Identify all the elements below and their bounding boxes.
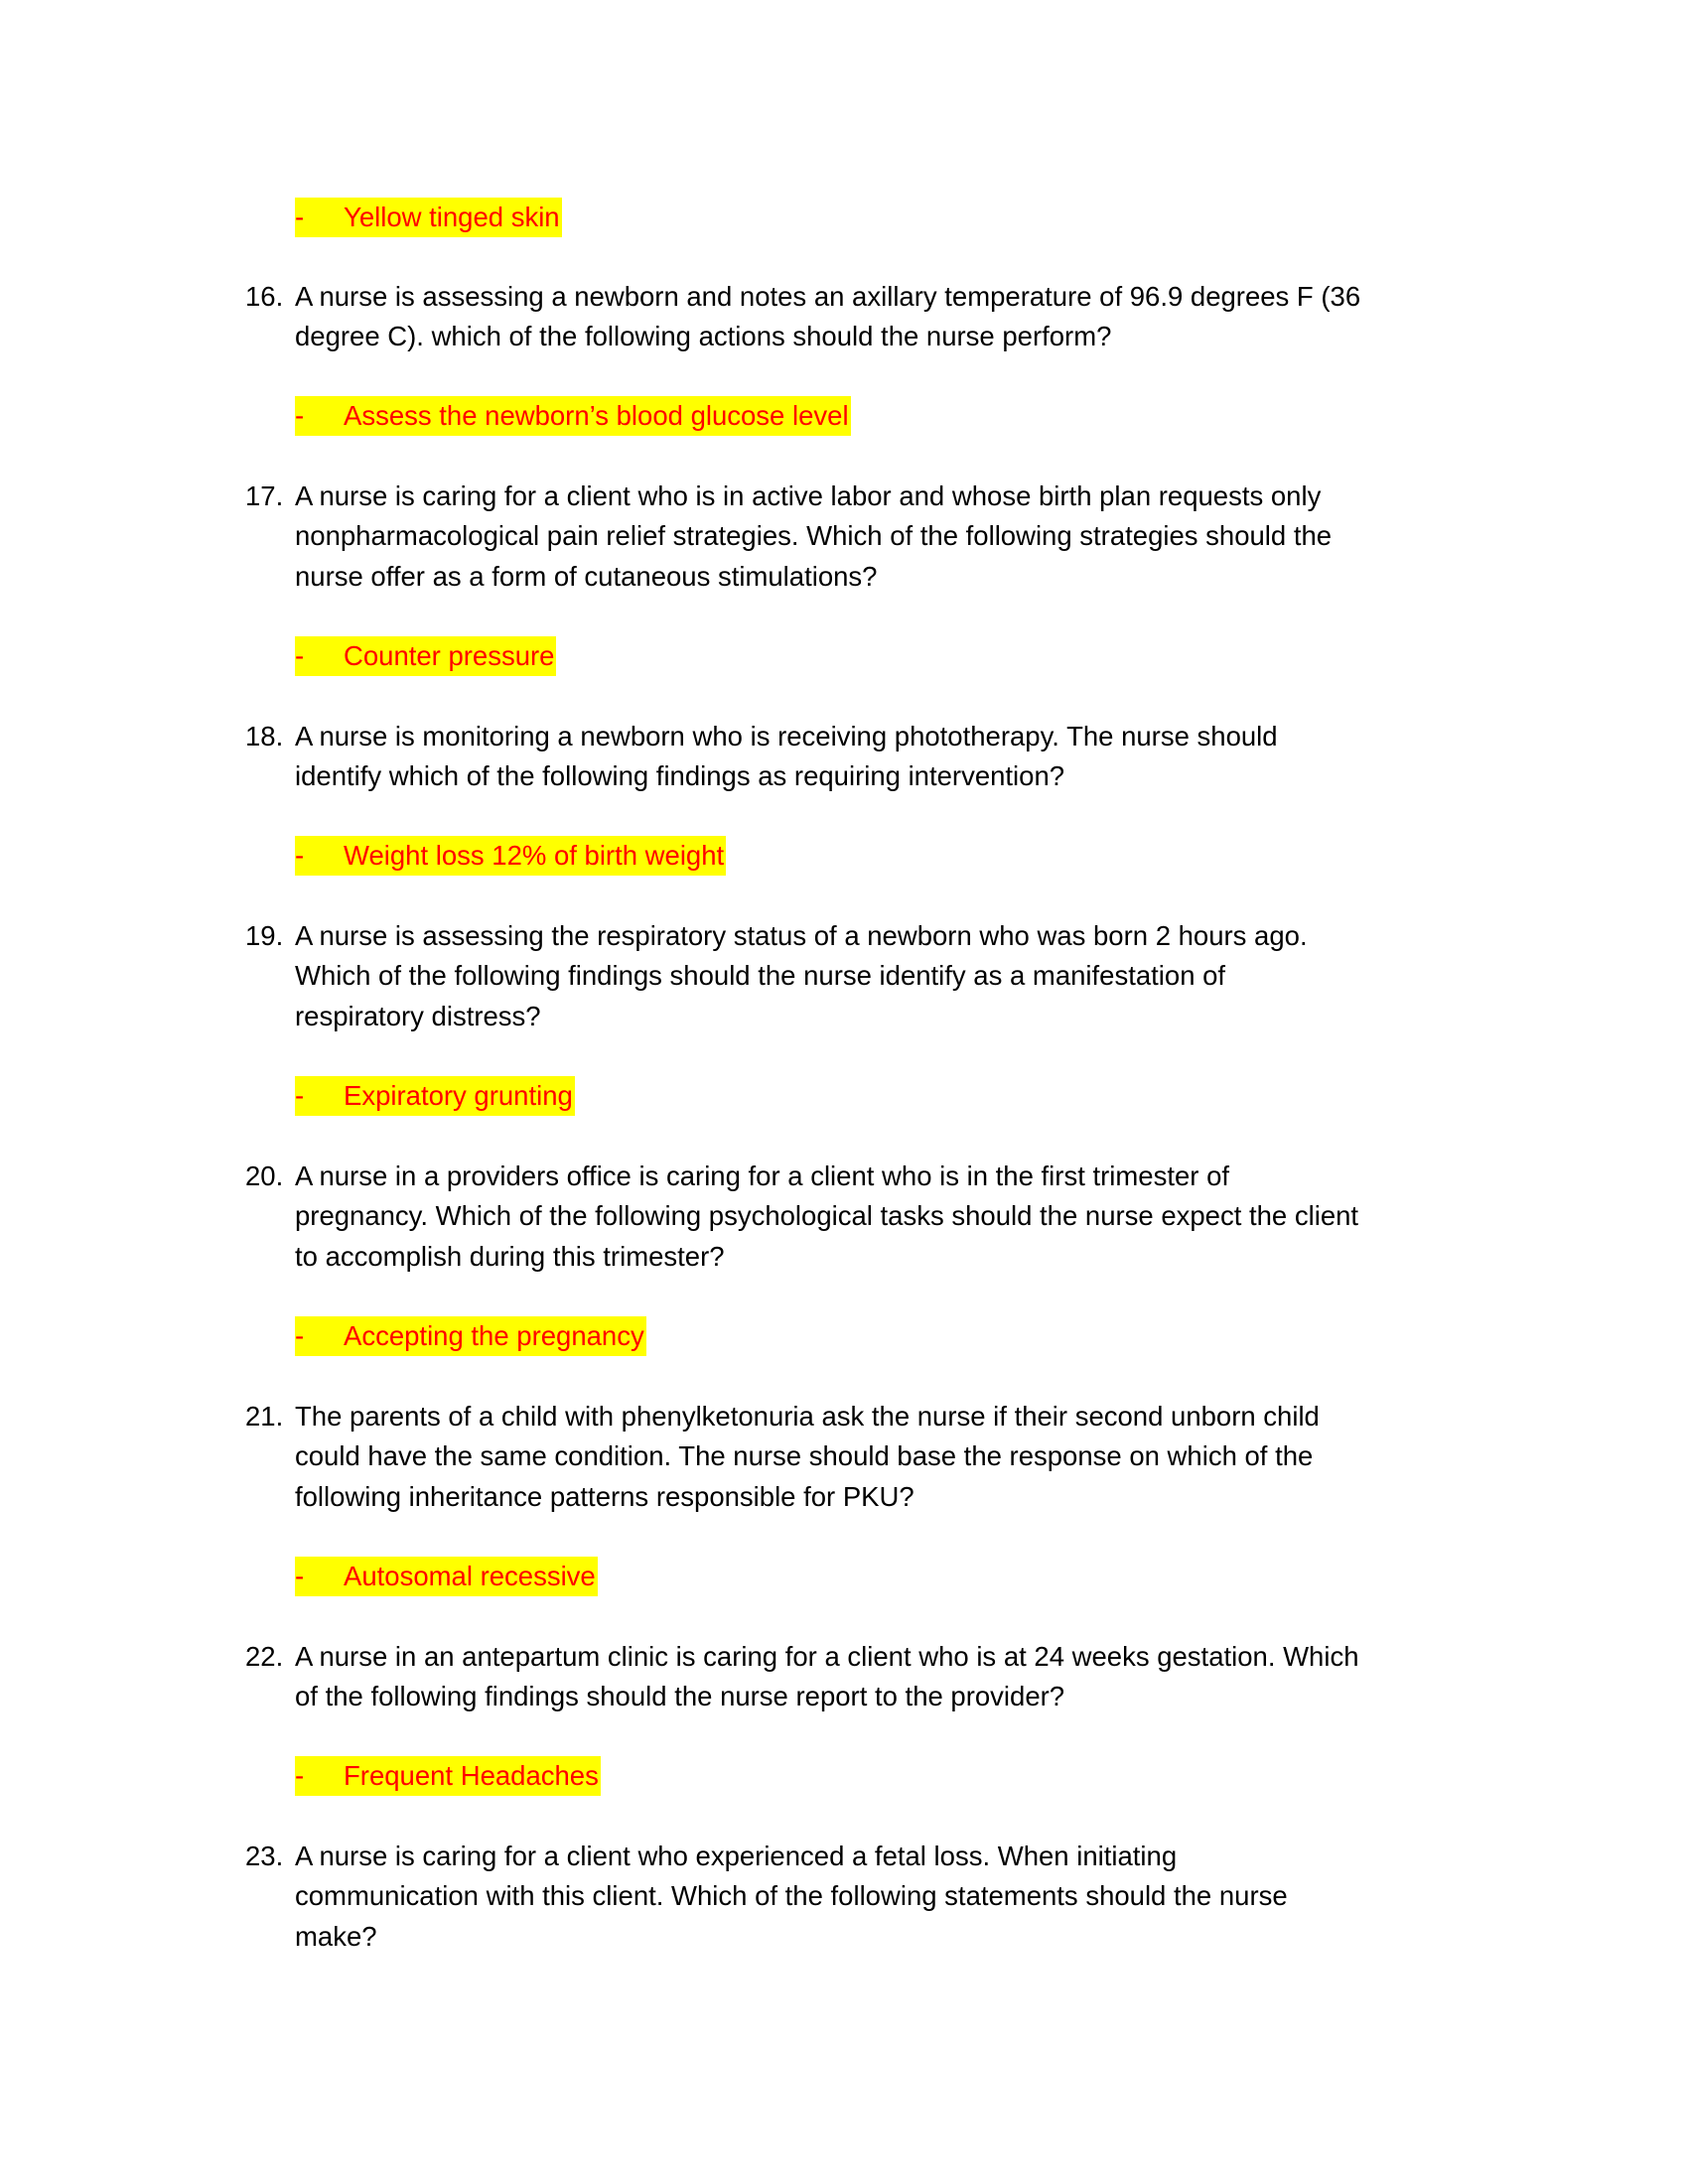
answer-text: Frequent Headaches: [344, 1760, 599, 1791]
question-text-line: Which of the following findings should the nurse identify as a manifestation of: [295, 960, 1226, 992]
answer-text: Expiratory grunting: [344, 1080, 573, 1111]
question-text-line: A nurse in an antepartum clinic is caring for a client who is at 24 weeks gestation. Which: [295, 1641, 1359, 1672]
question-text-line: The parents of a child with phenylketonuria ask the nurse if their second unborn child: [295, 1401, 1320, 1432]
question-number: 22.: [245, 1641, 284, 1672]
question-text: [295, 1637, 1586, 1717]
question-text-line: respiratory distress?: [295, 1000, 541, 1031]
answer-text: Weight loss 12% of birth weight: [344, 840, 725, 871]
highlighted-answer: [295, 1076, 575, 1116]
question-number: 21.: [245, 1401, 284, 1432]
question-text-line: A nurse in a providers office is caring for a client who is in the first trimester of: [295, 1160, 1230, 1191]
question-text-line: to accomplish during this trimester?: [295, 1240, 725, 1272]
question-text-line: A nurse is assessing the respiratory status of a newborn who was born 2 hours ago.: [295, 920, 1308, 951]
question-text: [295, 277, 1586, 357]
question-text: [295, 1837, 1586, 1957]
question-text: [295, 477, 1586, 597]
question-text-line: following inheritance patterns responsible for PKU?: [295, 1480, 914, 1512]
answer-text: Assess the newborn’s blood glucose level: [344, 400, 849, 431]
question-number: 16.: [245, 281, 284, 312]
question-text-line: make?: [295, 1920, 377, 1952]
question-text-line: could have the same condition. The nurse should base the response on which of the: [295, 1440, 1314, 1472]
bullet-dash: -: [295, 1080, 305, 1111]
bullet-dash: -: [295, 1320, 305, 1351]
question-19: [245, 916, 1586, 1036]
question-20: [245, 1157, 1586, 1277]
question-16: [245, 277, 1586, 357]
question-text-line: of the following findings should the nurse report to the provider?: [295, 1681, 1065, 1712]
question-text-line: nonpharmacological pain relief strategies. Which of the following strategies should the: [295, 520, 1333, 552]
bullet-dash: -: [295, 202, 305, 232]
bullet-dash: -: [295, 640, 305, 671]
question-text: [295, 916, 1586, 1036]
question-number: 20.: [245, 1160, 284, 1191]
bullet-dash: -: [295, 400, 305, 431]
question-17: [245, 477, 1586, 597]
answer-text: Accepting the pregnancy: [344, 1320, 644, 1351]
question-text-line: A nurse is monitoring a newborn who is receiving phototherapy. The nurse should: [295, 721, 1278, 751]
question-text: [295, 1397, 1586, 1517]
question-text-line: A nurse is caring for a client who experienced a fetal loss. When initiating: [295, 1841, 1178, 1871]
question-text-line: nurse offer as a form of cutaneous stimulations?: [295, 560, 878, 592]
question-number: 19.: [245, 920, 284, 951]
question-text-line: communication with this client. Which of the following statements should the nurse: [295, 1880, 1288, 1912]
answer-text: Yellow tinged skin: [344, 202, 560, 232]
bullet-dash: -: [295, 840, 305, 871]
answer-text: Counter pressure: [344, 640, 555, 671]
highlighted-answer: [295, 1316, 646, 1356]
highlighted-answer: [295, 1756, 601, 1796]
question-18: [245, 717, 1586, 797]
answer-text: Autosomal recessive: [344, 1561, 596, 1591]
highlighted-answer: [295, 396, 851, 436]
question-21: [245, 1397, 1586, 1517]
question-text: [295, 717, 1586, 797]
bullet-dash: -: [295, 1760, 305, 1791]
highlighted-answer: [295, 1557, 598, 1596]
highlighted-answer: [295, 636, 556, 676]
bullet-dash: -: [295, 1561, 305, 1591]
question-text-line: A nurse is assessing a newborn and notes an axillary temperature of 96.9 degrees F (36: [295, 281, 1361, 312]
question-22: [245, 1637, 1586, 1717]
question-number: 23.: [245, 1841, 284, 1871]
question-text-line: A nurse is caring for a client who is in active labor and whose birth plan requests only: [295, 480, 1322, 511]
question-text: [295, 1157, 1586, 1277]
question-text-line: degree C). which of the following actions should the nurse perform?: [295, 321, 1112, 352]
highlighted-answer: [295, 198, 562, 237]
question-number: 17.: [245, 480, 284, 511]
question-text-line: pregnancy. Which of the following psychological tasks should the nurse expect the client: [295, 1200, 1359, 1232]
question-23: [245, 1837, 1586, 1957]
question-text-line: identify which of the following findings as requiring intervention?: [295, 760, 1065, 792]
question-number: 18.: [245, 721, 284, 751]
highlighted-answer: [295, 836, 726, 876]
